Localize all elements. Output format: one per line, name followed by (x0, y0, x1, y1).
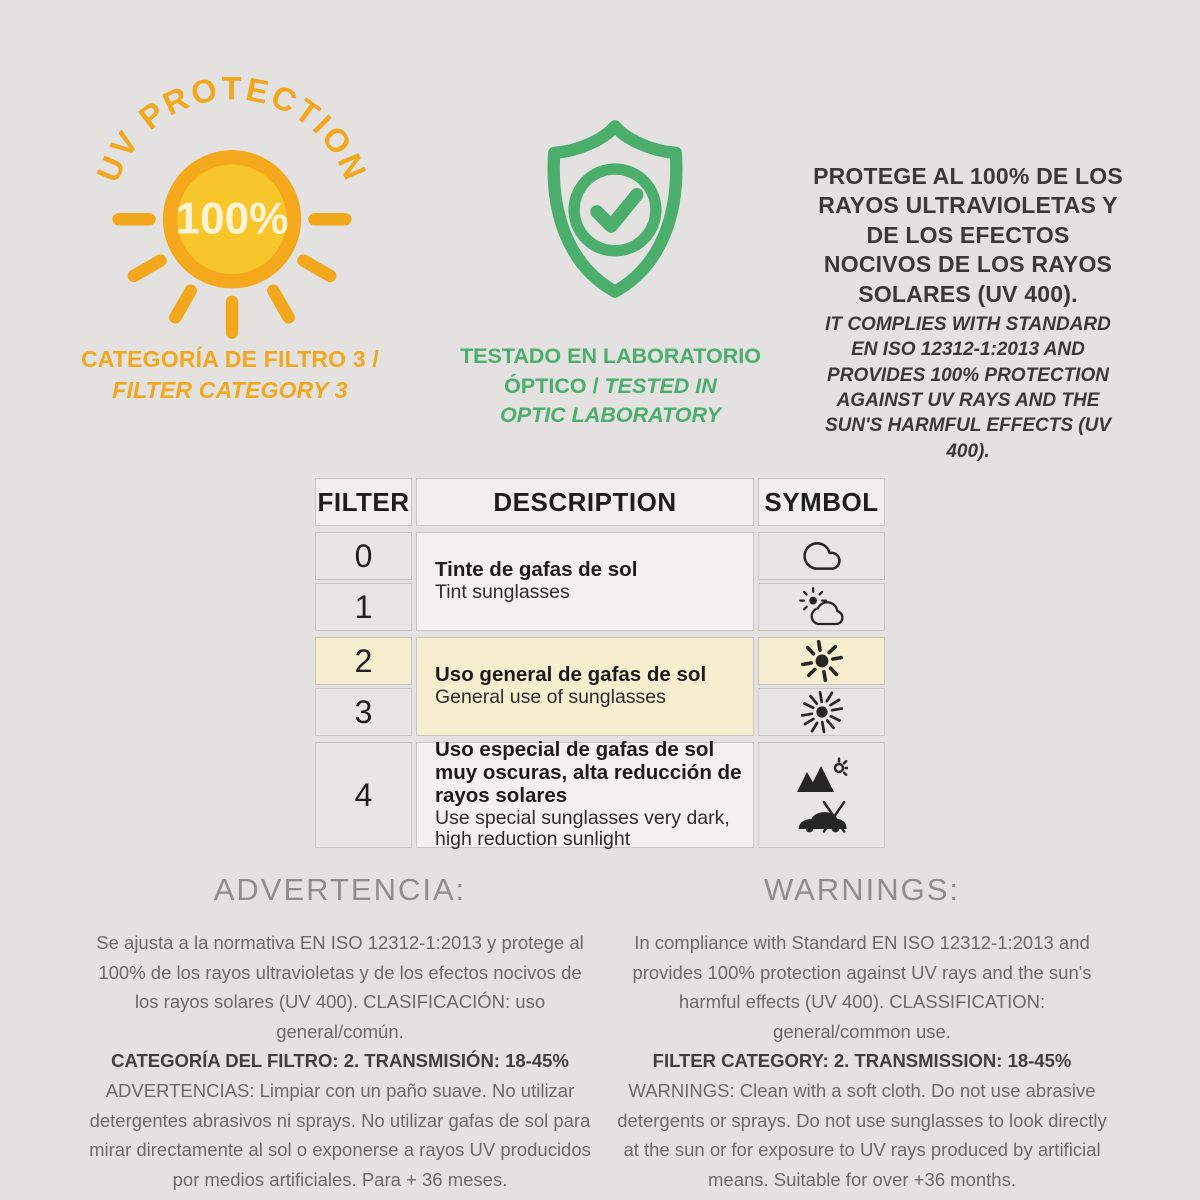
table-header-row (315, 478, 885, 526)
warnings-es-heading: ADVERTENCIA: (213, 872, 467, 907)
lab-tested-shield-icon (520, 108, 710, 308)
description-es: Uso general de gafas de sol (435, 663, 707, 687)
header-filter: FILTER (315, 478, 412, 526)
bright-sun-icon (798, 689, 846, 735)
warnings-es-paragraph-1: Se ajusta a la normativa EN ISO 12312-1:2013 y protege al 100% de los rayos ultravioletas y de los efectos nocivos de los rayos solares (UV 400). CLASIFICACIÓN: uso general/común. (96, 932, 584, 1042)
symbol-cell-2 (758, 637, 885, 685)
symbol-cell-1 (758, 583, 885, 631)
symbol-cell-0 (758, 532, 885, 580)
no-driving-icon (795, 800, 849, 834)
uv-percent-text: 100% (175, 194, 289, 244)
warnings-en-heading: WARNINGS: (764, 872, 960, 907)
warnings-es-category-line: CATEGORÍA DEL FILTRO: 2. TRANSMISIÓN: 18-45% (111, 1050, 569, 1072)
lab-tested-caption (448, 342, 773, 431)
sun-behind-cloud-icon (798, 587, 846, 627)
filter-category-table (315, 478, 885, 851)
table-group-2-3 (315, 637, 885, 736)
check-mark (597, 195, 637, 226)
filter-number-0: 0 (315, 532, 412, 580)
warnings-en-paragraph-1: In compliance with Standard EN ISO 12312-1:2013 and provides 100% protection against UV rays and the sun's harmful effects (UV 400). CLASSIFICATION: general/common use. (632, 932, 1092, 1042)
table-group-0-1 (315, 532, 885, 631)
description-es: Uso especial de gafas de sol muy oscuras, alta reducción de rayos solares (435, 737, 742, 807)
description-en: General use of sunglasses (435, 686, 666, 709)
description-cell-2-3 (416, 637, 754, 736)
protection-statement (812, 162, 1124, 464)
protection-statement-en: IT COMPLIES WITH STANDARD EN ISO 12312-1:2013 AND PROVIDES 100% PROTECTION AGAINST UV RAYS AND THE SUN'S HARMFUL EFFECTS (UV 400). (824, 314, 1111, 462)
lab-caption-es-1: TESTADO EN LABORATORIO (460, 344, 761, 368)
description-es: Tinte de gafas de sol (435, 558, 638, 582)
lab-caption-en-2: OPTIC LABORATORY (500, 403, 721, 428)
filter-category-caption (60, 344, 400, 406)
filter-category-caption-en: FILTER CATEGORY 3 (112, 377, 348, 404)
symbol-cell-4 (758, 742, 885, 848)
filter-number-2: 2 (315, 637, 412, 685)
symbol-cell-3 (758, 688, 885, 736)
filter-number-3: 3 (315, 688, 412, 736)
protection-statement-es: PROTEGE AL 100% DE LOS RAYOS ULTRAVIOLETAS Y DE LOS EFECTOS NOCIVOS DE LOS RAYOS SOLARES (UV 400). (813, 163, 1123, 307)
warnings-en-paragraph-2: WARNINGS: Clean with a soft cloth. Do not use abrasive detergents or sprays. Do not use sunglasses to look directly at the sun or for exposure to UV rays produced by artificial means. Suitable for over +36 months. (617, 1079, 1107, 1190)
description-en: Tint sunglasses (435, 581, 570, 604)
uv-arc-text: UV PROTECTION (88, 69, 376, 187)
check-circle (574, 169, 656, 251)
description-en: Use special sunglasses very dark, high reduction sunlight (435, 806, 730, 851)
warnings-es-paragraph-2: ADVERTENCIAS: Limpiar con un paño suave. No utilizar detergentes abrasivos ni sprays. No utilizar gafas de sol para mirar directamente al sol o exponerse a rayos UV producidos por medios artificiales. Para + 36 meses. (89, 1079, 591, 1190)
lab-caption-es-2: ÓPTICO / (504, 373, 605, 398)
warnings-english (608, 872, 1116, 1194)
filter-number-4: 4 (315, 742, 412, 848)
header-symbol: SYMBOL (758, 478, 885, 526)
mountain-sun-icon (796, 757, 848, 795)
warnings-spanish (86, 872, 594, 1194)
filter-number-1: 1 (315, 583, 412, 631)
lab-caption-en-1: TESTED IN (604, 373, 717, 398)
description-cell-4 (416, 737, 754, 851)
table-group-4 (315, 737, 885, 851)
sun-icon (799, 638, 845, 684)
uv-protection-sun-icon (88, 58, 376, 346)
warnings-en-category-line: FILTER CATEGORY: 2. TRANSMISSION: 18-45% (652, 1050, 1072, 1072)
description-cell-0-1 (416, 532, 754, 631)
header-description: DESCRIPTION (416, 478, 754, 526)
filter-category-caption-es: CATEGORÍA DE FILTRO 3 / (80, 346, 380, 372)
cloud-icon (799, 537, 845, 575)
